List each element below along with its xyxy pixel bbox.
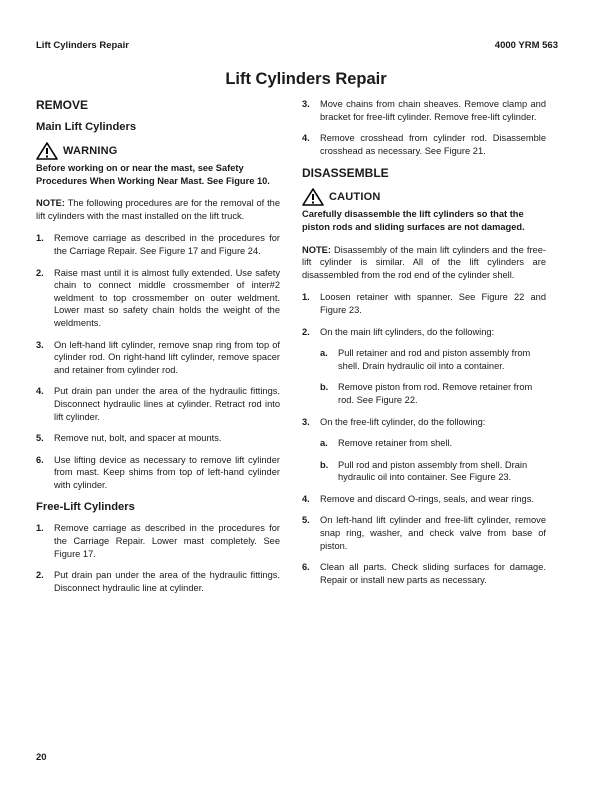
warning-text: Before working on or near the mast, see Safety Procedures When Working Near Mast. See Figure 10. (36, 163, 270, 186)
sub-list-item (320, 459, 546, 484)
step-letter: b. (320, 459, 329, 470)
step-letter: a. (320, 348, 328, 359)
step-text: Clean all parts. Check sliding surfaces for damage. Repair or install new parts as necessary. (320, 562, 546, 585)
list-item (302, 291, 546, 316)
step-text: Use lifting device as necessary to remove lift cylinder from mast. Keep shims from top of left-hand cylinder with cylinder. (54, 454, 280, 490)
step-number: 2. (36, 267, 44, 278)
step-number: 3. (302, 416, 310, 427)
list-item (36, 454, 280, 492)
list-item (36, 339, 280, 377)
step-text: Put drain pan under the area of the hydraulic fittings. Disconnect hydraulic line at cylinder. (54, 570, 280, 593)
step-text: Remove nut, bolt, and spacer at mounts. (54, 433, 222, 444)
header-section-title: Lift Cylinders Repair (36, 40, 129, 51)
step-text: On the main lift cylinders, do the following: (320, 326, 495, 337)
step-number: 2. (36, 570, 44, 581)
page-number: 20 (36, 752, 47, 763)
free-lift-cylinders-heading: Free-Lift Cylinders (36, 501, 135, 514)
step-number: 5. (36, 433, 44, 444)
list-item (36, 432, 280, 445)
step-number: 1. (36, 523, 44, 534)
step-number: 4. (36, 386, 44, 397)
step-number: 1. (302, 292, 310, 303)
step-text: Remove piston from rod. Remove retainer from rod. See Figure 22. (338, 382, 533, 405)
step-text: Remove carriage as described in the procedures for the Carriage Repair. Lower mast completely. See Figure 17. (54, 523, 280, 559)
warning-banner (36, 142, 280, 160)
list-item (302, 98, 546, 123)
sub-list-item (320, 381, 546, 406)
list-item (302, 132, 546, 157)
warning-icon (36, 142, 58, 160)
list-item (302, 514, 546, 552)
step-text: Pull retainer and rod and piston assembly from shell. Drain hydraulic oil into a container. (338, 348, 531, 371)
step-text: Remove retainer from shell. (338, 438, 453, 449)
list-item (302, 326, 546, 339)
note-label: NOTE: (302, 244, 331, 255)
step-text: On left-hand lift cylinder, remove snap ring from top of cylinder rod. On right-hand lift cylinder, remove spacer and retainer from cylinder rod. (54, 339, 280, 375)
step-text: Move chains from chain sheaves. Remove clamp and bracket for free-lift cylinder. Remove free-lift cylinder. (320, 99, 546, 122)
left-column (36, 98, 280, 603)
step-text: Loosen retainer with spanner. See Figure 22 and Figure 23. (320, 292, 546, 315)
warning-label: WARNING (63, 144, 118, 157)
step-number: 6. (36, 454, 44, 465)
step-text: Remove and discard O-rings, seals, and wear rings. (320, 493, 534, 504)
list-item (36, 385, 280, 423)
sub-list-item (320, 347, 546, 372)
main-lift-cylinders-heading: Main Lift Cylinders (36, 121, 137, 133)
remove-heading: REMOVE (36, 98, 89, 112)
step-text: Remove crosshead from cylinder rod. Disassemble crosshead as necessary. See Figure 21. (320, 133, 546, 156)
disassemble-heading: DISASSEMBLE (302, 166, 389, 181)
step-letter: b. (320, 382, 329, 393)
caution-icon (302, 188, 324, 206)
list-item (36, 569, 280, 594)
step-text: On left-hand lift cylinder and free-lift cylinder, remove snap ring, washer, and check valve from base of piston. (320, 515, 546, 551)
caution-banner (302, 188, 546, 206)
step-number: 2. (302, 326, 310, 337)
sub-list-item (320, 437, 546, 450)
list-item (302, 416, 546, 429)
step-letter: a. (320, 438, 328, 449)
step-number: 4. (302, 133, 310, 144)
list-item (36, 522, 280, 560)
note-text: Disassembly of the main lift cylinders and the free-lift cylinder is similar. All of the lift cylinders are disassembled from the rod end of the cylinder shell. (302, 244, 546, 280)
list-item (302, 493, 546, 506)
caution-label: CAUTION (329, 191, 381, 204)
step-number: 3. (36, 339, 44, 350)
remove-note (36, 197, 280, 222)
step-number: 6. (302, 562, 310, 573)
step-number: 3. (302, 99, 310, 109)
disassemble-note (302, 244, 546, 282)
step-text: Put drain pan under the area of the hydraulic fittings. Disconnect hydraulic lines at cylinder. Retract rod into lift cylinder. (54, 386, 280, 422)
step-text: Raise mast until it is almost fully extended. Use safety chain to connect middle crossmember of inter#2 weldment to top crossmember on outer weldment. Lower mast so safety chain holds the weight of the weldments. (54, 267, 280, 328)
list-item (36, 267, 280, 330)
list-item (302, 561, 546, 586)
note-text: The following procedures are for the removal of the lift cylinders with the mast installed on the lift truck. (36, 198, 280, 221)
step-number: 4. (302, 493, 310, 504)
list-item (36, 232, 280, 257)
step-number: 1. (36, 233, 44, 244)
step-text: Remove carriage as described in the procedures for the Carriage Repair. See Figure 17 and Figure 24. (54, 233, 280, 256)
note-label: NOTE: (36, 198, 65, 209)
step-text: On the free-lift cylinder, do the following: (320, 416, 486, 427)
right-column (302, 98, 546, 595)
header-doc-number: 4000 YRM 563 (494, 40, 558, 51)
caution-text: Carefully disassemble the lift cylinders so that the piston rods and sliding surfaces are not damaged. (302, 209, 525, 232)
page-title: Lift Cylinders Repair (225, 70, 387, 88)
step-text: Pull rod and piston assembly from shell. Drain hydraulic oil into container. See Figure 23. (338, 459, 528, 483)
step-number: 5. (302, 515, 310, 526)
